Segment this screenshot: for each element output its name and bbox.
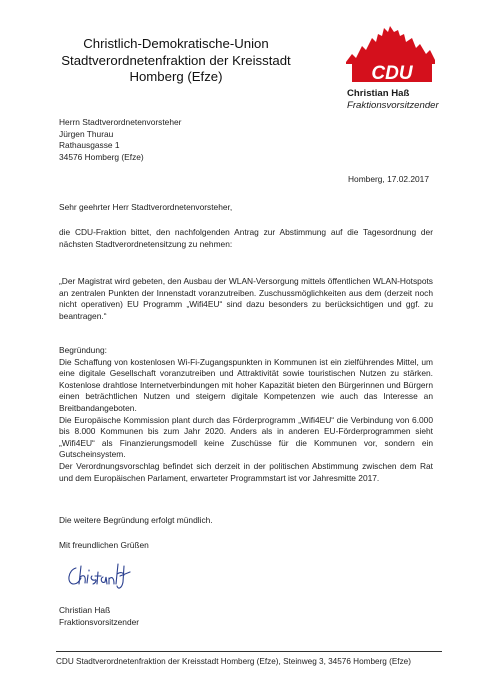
intro-paragraph: die CDU-Fraktion bittet, den nachfolgenden Antrag zur Abstimmung auf die Tagesordnung der nächsten Stadtverordnetensitzung zu nehmen: [59, 227, 433, 249]
reasoning-section [59, 345, 433, 484]
footer-divider [56, 651, 442, 652]
letterhead-organization [40, 36, 312, 86]
salutation: Sehr geehrter Herr Stadtverordnetenvorsteher, [59, 202, 233, 212]
signer-block-top [347, 88, 439, 112]
signer-name-bottom: Christian Haß [59, 605, 111, 615]
recipient-line: Jürgen Thurau [59, 128, 114, 139]
signer-name-top: Christian Haß [347, 88, 410, 99]
reasoning-paragraph: Die Europäische Kommission plant durch das Förderprogramm „Wifi4EU“ die Verbindung von 6.000 bis 8.000 Kommunen bis zum Jahr 2020. Anders als in anderen EU-Förderprogrammen sieht „Wifi4EU“ als Finanzierungsmodell keine Zuschüsse für die Kommunen vor, sondern ein Gutscheinsystem. [59, 414, 433, 460]
recipient-address [59, 117, 433, 163]
reasoning-paragraph: Der Verordnungsvorschlag befindet sich derzeit in der politischen Abstimmung zwischen dem Rat und dem Europäischen Parlament, erwarteter Programmstart ist vor Jahresmitte 2017. [59, 460, 433, 483]
letterhead-line-2: Stadtverordnetenfraktion der Kreisstadt [61, 52, 291, 68]
letterhead-line-3: Homberg (Efze) [129, 69, 223, 85]
letter-date: Homberg, 17.02.2017 [347, 174, 429, 184]
signer-role-bottom: Fraktionsvorsitzender [59, 616, 140, 627]
signer-role-top: Fraktionsvorsitzender [347, 100, 439, 111]
letterhead-line-1: Christlich-Demokratische-Union [83, 36, 269, 51]
cdu-logo [342, 24, 438, 84]
reasoning-heading: Begründung: [59, 345, 107, 355]
recipient-line: Rathausgasse 1 [59, 140, 120, 151]
castle-icon [346, 26, 435, 64]
closing-phrase: Mit freundlichen Grüßen [59, 540, 149, 550]
recipient-line: 34576 Homberg (Efze) [59, 151, 144, 162]
motion-text: „Der Magistrat wird gebeten, den Ausbau der WLAN-Versorgung mittels öffentlichen WLAN-Hotspots an zentralen Punkten der Innenstadt voranzutreiben. Zuschussmöglichkeiten aus dem (derzeit noch nicht operativen) EU Programm „Wifi4EU“ sind dazu besonders zu berücksichtigen und ggf. zu beantragen.“ [59, 276, 433, 321]
footer-address: CDU Stadtverordnetenfraktion der Kreisstadt Homberg (Efze), Steinweg 3, 34576 Homberg (Efze) [56, 657, 411, 666]
signer-block-bottom [59, 605, 433, 628]
reasoning-paragraph: Die Schaffung von kostenlosen Wi-Fi-Zugangspunkten in Kommunen ist ein zielführendes Mittel, um eine digitale Gesellschaft voranzutreiben und Attraktivität sowie touristischen Nutzen zu stärken. Kostenlose drahtlose Internetverbindungen mit hoher Kapazität bieten den Bürgerinnen und Bürgern einen beträchtlichen Nutzen und steigern digitale Kompetenzen wie auch das Interesse an Breitbandangeboten. [59, 356, 433, 413]
recipient-line: Herrn Stadtverordnetenvorsteher [59, 117, 182, 127]
further-reasoning-note: Die weitere Begründung erfolgt mündlich. [59, 515, 213, 525]
handwritten-signature [62, 558, 132, 594]
logo-text: CDU [371, 63, 413, 84]
